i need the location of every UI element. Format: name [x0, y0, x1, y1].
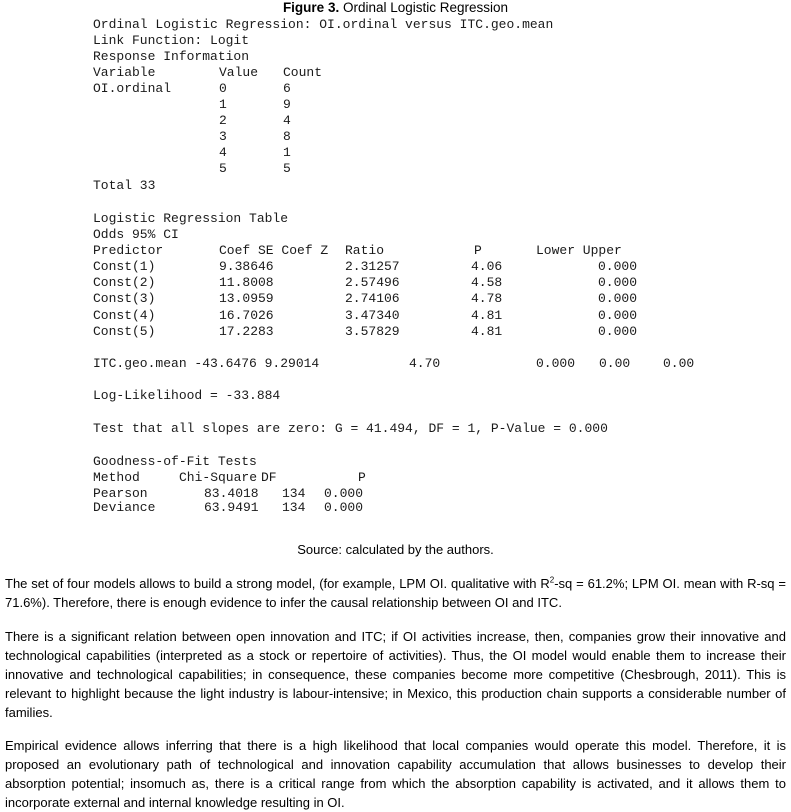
table-row-ci: 0.000 [598, 308, 638, 323]
table-row-coef: 9.38646 [219, 259, 274, 274]
gof-row-df: 134 [282, 500, 306, 515]
table-row-ratio: 2.74106 [345, 291, 400, 306]
slopes-test: Test that all slopes are zero: G = 41.494, DF = 1, P-Value = 0.000 [93, 421, 608, 436]
table-row-ratio: 3.57829 [345, 324, 400, 339]
body-paragraph-2: There is a significant relation between open innovation and ITC; if OI activities increase, then, companies grow their innovative and technological capabilities (interpreted as a stock or repertoire of activities). Thus, the OI model would enable them to increase their innovative and technological capabilities; in consequence, these companies become more competitive (Chesbrough, 2011). This is relevant to highlight because the light industry is labour-intensive; in Mexico, this production chain supports a considerable number of families. [5, 629, 786, 720]
itc-row-v1: 0.000 [536, 356, 576, 371]
table-row-predictor: Const(4) [93, 308, 156, 323]
table-row-p: 4.58 [471, 275, 503, 290]
gof-row-df: 134 [282, 486, 306, 501]
table-row-ci: 0.000 [598, 259, 638, 274]
table-row-p: 4.78 [471, 291, 503, 306]
itc-row-v3: 0.00 [663, 356, 695, 371]
gof-row-method: Deviance [93, 500, 156, 515]
gof-header-df: DF [261, 470, 277, 485]
resp-variable: OI.ordinal [93, 81, 172, 96]
figure-title-text: Ordinal Logistic Regression [342, 0, 509, 15]
gof-row-chi: 83.4018 [204, 486, 259, 501]
itc-row-v2: 0.00 [599, 356, 631, 371]
resp-value: 4 [219, 145, 227, 160]
gof-header-p: P [358, 470, 366, 485]
table-row-predictor: Const(2) [93, 275, 156, 290]
gof-row-chi: 63.9491 [204, 500, 259, 515]
resp-count: 8 [283, 129, 291, 144]
table-row-coef: 13.0959 [219, 291, 274, 306]
p1-text-b: -sq = 61.2%; LPM OI. mean with R-sq = 71.6%). Therefore, there is enough evidence to infer the causal relationship between OI and ITC. [5, 576, 786, 610]
table-row-ratio: 3.47340 [345, 308, 400, 323]
resp-count: 6 [283, 81, 291, 96]
resp-header-count: Count [283, 65, 323, 80]
table-header-ci: Lower Upper [536, 243, 622, 258]
link-function: Link Function: Logit [93, 33, 250, 48]
table-row-ci: 0.000 [598, 324, 638, 339]
p1-superscript: 2 [549, 575, 555, 585]
table-row-predictor: Const(1) [93, 259, 156, 274]
body-paragraph-1 [5, 574, 786, 612]
gof-row-p: 0.000 [324, 500, 364, 515]
table-row-p: 4.06 [471, 259, 503, 274]
source-note: Source: calculated by the authors. [297, 542, 494, 557]
table-row-ratio: 2.57496 [345, 275, 400, 290]
table-row-p: 4.81 [471, 308, 503, 323]
table-row-p: 4.81 [471, 324, 503, 339]
resp-value: 3 [219, 129, 227, 144]
table-row-ci: 0.000 [598, 291, 638, 306]
log-likelihood: Log-Likelihood = -33.884 [93, 388, 281, 403]
resp-count: 1 [283, 145, 291, 160]
resp-count: 4 [283, 113, 291, 128]
table-header-p: P [474, 243, 482, 258]
table-title: Logistic Regression Table [93, 211, 289, 226]
table-header-ratio: Ratio [345, 243, 385, 258]
figure-label: Figure 3. [282, 0, 340, 15]
table-row-coef: 11.8008 [219, 275, 274, 290]
gof-title: Goodness-of-Fit Tests [93, 454, 257, 469]
gof-row-p: 0.000 [324, 486, 364, 501]
itc-row-label: ITC.geo.mean -43.6476 9.29014 [93, 356, 320, 371]
itc-row-p: 4.70 [409, 356, 441, 371]
p1-text-a: The set of four models allows to build a strong model, (for example, LPM OI. qualitative with R [5, 576, 550, 591]
table-header-predictor: Predictor [93, 243, 164, 258]
body-paragraph-3: Empirical evidence allows inferring that there is a high likelihood that local companies would operate this model. Therefore, it is proposed an evolutionary path of technological and innovation capability accumulation that allows businesses to develop their absorption potential; insomuch as, there is a critical range from which the absorption capability is activated, and it allows them to incorporate external and internal knowledge resulting in OI. [5, 738, 786, 810]
table-row-coef: 17.2283 [219, 324, 274, 339]
figure-title [0, 0, 791, 16]
table-row-predictor: Const(3) [93, 291, 156, 306]
table-row-predictor: Const(5) [93, 324, 156, 339]
resp-header-value: Value [219, 65, 259, 80]
resp-value: 0 [219, 81, 227, 96]
gof-row-method: Pearson [93, 486, 148, 501]
resp-value: 1 [219, 97, 227, 112]
table-row-ratio: 2.31257 [345, 259, 400, 274]
resp-count: 9 [283, 97, 291, 112]
response-info-title: Response Information [93, 49, 250, 64]
resp-count: 5 [283, 161, 291, 176]
table-row-ci: 0.000 [598, 275, 638, 290]
output-header-line: Ordinal Logistic Regression: OI.ordinal versus ITC.geo.mean [93, 17, 554, 32]
table-row-coef: 16.7026 [219, 308, 274, 323]
odds-line: Odds 95% CI [93, 227, 179, 242]
table-header-coef: Coef SE Coef Z [219, 243, 329, 258]
resp-header-variable: Variable [93, 65, 156, 80]
resp-value: 2 [219, 113, 227, 128]
total-line: Total 33 [93, 178, 156, 193]
gof-header-method: Method [93, 470, 140, 485]
gof-header-chi: Chi-Square [179, 470, 258, 485]
resp-value: 5 [219, 161, 227, 176]
